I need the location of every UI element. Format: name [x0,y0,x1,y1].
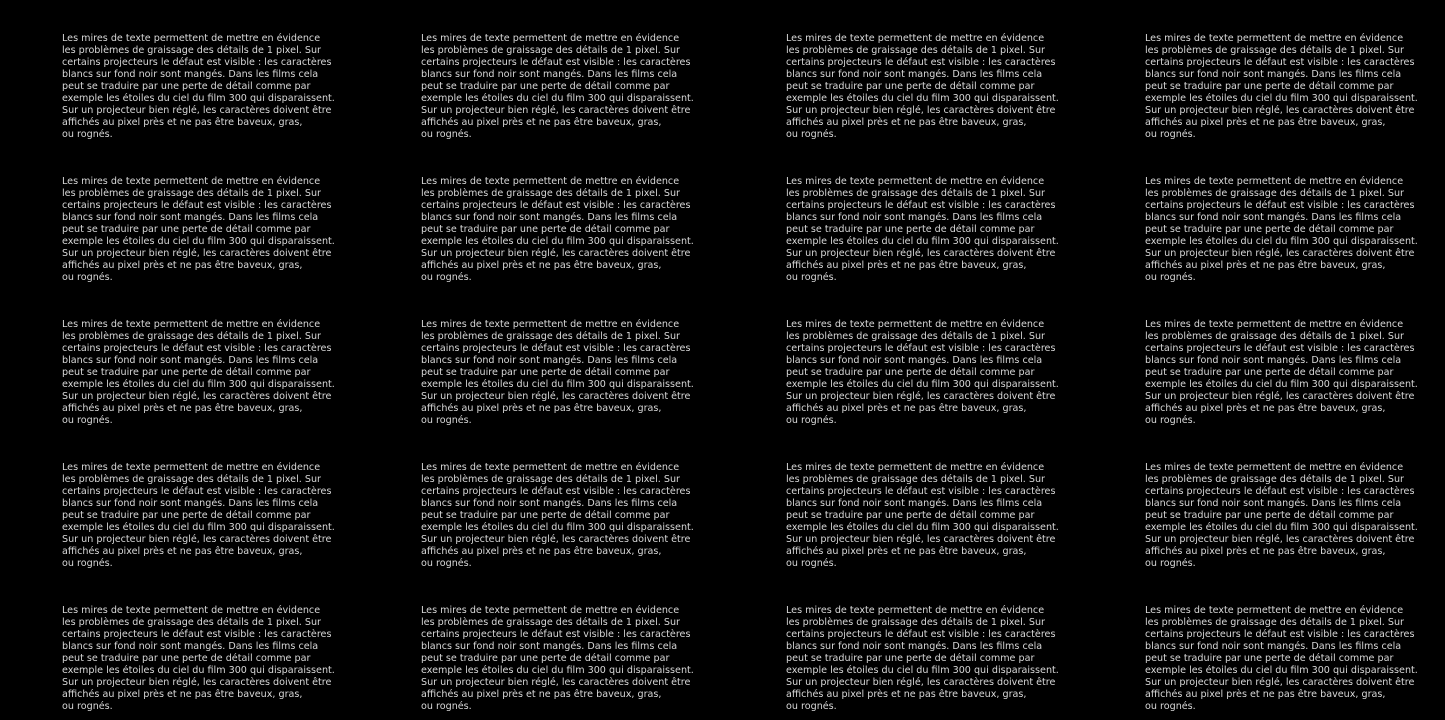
text-pattern-line: ou rognés. [421,415,472,426]
text-pattern-line: peut se traduire par une perte de détail comme par [421,367,670,378]
text-pattern-line: peut se traduire par une perte de détail comme par [62,367,311,378]
text-pattern-line: exemple les étoiles du ciel du film 300 qui disparaissent. [421,93,694,104]
text-pattern-line: les problèmes de graissage des détails de 1 pixel. Sur [62,617,321,628]
text-pattern-line: peut se traduire par une perte de détail comme par [786,510,1035,521]
text-pattern-line: Sur un projecteur bien réglé, les caractères doivent être [786,534,1056,545]
text-pattern-line: les problèmes de graissage des détails de 1 pixel. Sur [1145,474,1404,485]
text-pattern-line: peut se traduire par une perte de détail comme par [1145,224,1394,235]
text-pattern-line: certains projecteurs le défaut est visible : les caractères [62,629,332,640]
text-pattern-line: peut se traduire par une perte de détail comme par [421,81,670,92]
text-pattern-line: blancs sur fond noir sont mangés. Dans les films cela [62,641,319,652]
text-pattern-line: affichés au pixel près et ne pas être baveux, gras, [1145,546,1386,557]
text-pattern-line: ou rognés. [62,558,113,569]
text-pattern-line: blancs sur fond noir sont mangés. Dans les films cela [1145,641,1402,652]
text-pattern-line: ou rognés. [421,701,472,712]
text-pattern-line: blancs sur fond noir sont mangés. Dans les films cela [786,498,1043,509]
text-pattern-line: peut se traduire par une perte de détail comme par [62,224,311,235]
text-pattern-line: certains projecteurs le défaut est visible : les caractères [421,486,691,497]
text-pattern-line: exemple les étoiles du ciel du film 300 qui disparaissent. [1145,93,1418,104]
text-pattern-line: certains projecteurs le défaut est visible : les caractères [786,486,1056,497]
text-pattern-line: blancs sur fond noir sont mangés. Dans les films cela [786,69,1043,80]
text-pattern-line: Sur un projecteur bien réglé, les caractères doivent être [421,391,691,402]
text-pattern-line: certains projecteurs le défaut est visible : les caractères [62,200,332,211]
text-pattern-line: affichés au pixel près et ne pas être baveux, gras, [421,689,662,700]
text-pattern-line: blancs sur fond noir sont mangés. Dans les films cela [786,641,1043,652]
text-pattern-line: exemple les étoiles du ciel du film 300 qui disparaissent. [786,236,1059,247]
text-pattern-line: Sur un projecteur bien réglé, les caractères doivent être [62,391,332,402]
text-pattern-line: exemple les étoiles du ciel du film 300 qui disparaissent. [421,665,694,676]
text-pattern-line: peut se traduire par une perte de détail comme par [421,510,670,521]
text-pattern-line: certains projecteurs le défaut est visible : les caractères [421,629,691,640]
text-pattern-line: Les mires de texte permettent de mettre en évidence [62,462,321,473]
text-pattern-block [1145,33,1445,141]
text-pattern-line: certains projecteurs le défaut est visible : les caractères [421,57,691,68]
text-pattern-line: peut se traduire par une perte de détail comme par [1145,653,1394,664]
text-pattern-line: peut se traduire par une perte de détail comme par [1145,510,1394,521]
text-pattern-line: Les mires de texte permettent de mettre en évidence [786,462,1045,473]
text-pattern-line: les problèmes de graissage des détails de 1 pixel. Sur [1145,617,1404,628]
text-pattern-line: Les mires de texte permettent de mettre en évidence [1145,605,1404,616]
text-pattern-grid [62,0,1418,712]
text-pattern-line: affichés au pixel près et ne pas être baveux, gras, [1145,689,1386,700]
text-pattern-line: Sur un projecteur bien réglé, les caractères doivent être [62,248,332,259]
text-pattern-line: exemple les étoiles du ciel du film 300 qui disparaissent. [62,522,335,533]
text-pattern-line: les problèmes de graissage des détails de 1 pixel. Sur [1145,45,1404,56]
text-pattern-line: Les mires de texte permettent de mettre en évidence [421,605,680,616]
text-pattern-line: peut se traduire par une perte de détail comme par [1145,367,1394,378]
text-pattern-line: certains projecteurs le défaut est visible : les caractères [62,343,332,354]
text-pattern-line: les problèmes de graissage des détails de 1 pixel. Sur [786,331,1045,342]
text-pattern-line: Les mires de texte permettent de mettre en évidence [421,176,680,187]
text-pattern-line: les problèmes de graissage des détails de 1 pixel. Sur [786,617,1045,628]
text-pattern-line: exemple les étoiles du ciel du film 300 qui disparaissent. [62,93,335,104]
text-pattern-line: certains projecteurs le défaut est visible : les caractères [786,629,1056,640]
text-pattern-line: blancs sur fond noir sont mangés. Dans les films cela [786,212,1043,223]
text-pattern-line: blancs sur fond noir sont mangés. Dans les films cela [421,641,678,652]
text-pattern-line: affichés au pixel près et ne pas être baveux, gras, [786,403,1027,414]
text-pattern-line: exemple les étoiles du ciel du film 300 qui disparaissent. [1145,379,1418,390]
text-pattern-line: peut se traduire par une perte de détail comme par [62,81,311,92]
text-pattern-block [786,176,1086,284]
text-pattern-line: affichés au pixel près et ne pas être baveux, gras, [421,260,662,271]
text-pattern-line: affichés au pixel près et ne pas être baveux, gras, [62,689,303,700]
text-pattern-line: Sur un projecteur bien réglé, les caractères doivent être [1145,677,1415,688]
text-pattern-line: Sur un projecteur bien réglé, les caractères doivent être [1145,248,1415,259]
text-pattern-block [1145,319,1445,427]
text-pattern-block [62,319,362,427]
text-pattern-line: certains projecteurs le défaut est visible : les caractères [1145,486,1415,497]
text-pattern-line: certains projecteurs le défaut est visible : les caractères [1145,57,1415,68]
text-pattern-line: Sur un projecteur bien réglé, les caractères doivent être [62,677,332,688]
text-pattern-line: exemple les étoiles du ciel du film 300 qui disparaissent. [421,522,694,533]
text-pattern-line: affichés au pixel près et ne pas être baveux, gras, [786,546,1027,557]
text-pattern-line: blancs sur fond noir sont mangés. Dans les films cela [62,498,319,509]
text-pattern-line: ou rognés. [421,129,472,140]
text-pattern-line: peut se traduire par une perte de détail comme par [421,653,670,664]
text-pattern-line: peut se traduire par une perte de détail comme par [1145,81,1394,92]
text-pattern-line: Sur un projecteur bien réglé, les caractères doivent être [1145,105,1415,116]
text-pattern-line: les problèmes de graissage des détails de 1 pixel. Sur [786,188,1045,199]
text-pattern-line: les problèmes de graissage des détails de 1 pixel. Sur [786,474,1045,485]
text-pattern-line: exemple les étoiles du ciel du film 300 qui disparaissent. [421,236,694,247]
text-pattern-line: exemple les étoiles du ciel du film 300 qui disparaissent. [786,379,1059,390]
text-pattern-line: affichés au pixel près et ne pas être baveux, gras, [786,260,1027,271]
text-pattern-block [1145,605,1445,713]
text-pattern-line: peut se traduire par une perte de détail comme par [786,367,1035,378]
text-pattern-block [786,33,1086,141]
text-pattern-line: Les mires de texte permettent de mettre en évidence [1145,462,1404,473]
text-pattern-line: peut se traduire par une perte de détail comme par [786,224,1035,235]
text-pattern-line: Sur un projecteur bien réglé, les caractères doivent être [62,534,332,545]
text-pattern-line: Les mires de texte permettent de mettre en évidence [421,319,680,330]
text-pattern-line: certains projecteurs le défaut est visible : les caractères [1145,343,1415,354]
text-pattern-line: peut se traduire par une perte de détail comme par [62,653,311,664]
text-pattern-block [786,319,1086,427]
text-pattern-line: Sur un projecteur bien réglé, les caractères doivent être [1145,534,1415,545]
text-pattern-line: peut se traduire par une perte de détail comme par [62,510,311,521]
text-pattern-line: Sur un projecteur bien réglé, les caractères doivent être [62,105,332,116]
text-pattern-line: certains projecteurs le défaut est visible : les caractères [62,486,332,497]
text-pattern-line: Les mires de texte permettent de mettre en évidence [1145,33,1404,44]
text-pattern-line: affichés au pixel près et ne pas être baveux, gras, [1145,260,1386,271]
text-pattern-line: blancs sur fond noir sont mangés. Dans les films cela [62,355,319,366]
text-pattern-line: affichés au pixel près et ne pas être baveux, gras, [421,117,662,128]
text-pattern-line: exemple les étoiles du ciel du film 300 qui disparaissent. [421,379,694,390]
text-pattern-line: ou rognés. [1145,558,1196,569]
text-pattern-line: Les mires de texte permettent de mettre en évidence [62,176,321,187]
text-pattern-line: Sur un projecteur bien réglé, les caractères doivent être [786,677,1056,688]
text-pattern-line: ou rognés. [786,272,837,283]
text-pattern-line: les problèmes de graissage des détails de 1 pixel. Sur [62,331,321,342]
text-pattern-line: affichés au pixel près et ne pas être baveux, gras, [786,689,1027,700]
text-pattern-line: Les mires de texte permettent de mettre en évidence [62,33,321,44]
text-pattern-line: peut se traduire par une perte de détail comme par [786,81,1035,92]
text-pattern-line: les problèmes de graissage des détails de 1 pixel. Sur [421,617,680,628]
text-pattern-line: blancs sur fond noir sont mangés. Dans les films cela [421,212,678,223]
text-pattern-line: les problèmes de graissage des détails de 1 pixel. Sur [421,474,680,485]
text-pattern-line: exemple les étoiles du ciel du film 300 qui disparaissent. [62,665,335,676]
text-pattern-line: Les mires de texte permettent de mettre en évidence [421,33,680,44]
text-pattern-line: certains projecteurs le défaut est visible : les caractères [421,200,691,211]
text-pattern-line: affichés au pixel près et ne pas être baveux, gras, [786,117,1027,128]
text-pattern-line: Les mires de texte permettent de mettre en évidence [62,319,321,330]
text-pattern-line: blancs sur fond noir sont mangés. Dans les films cela [421,355,678,366]
text-pattern-line: ou rognés. [62,129,113,140]
text-pattern-block [786,605,1086,713]
text-pattern-block [421,176,721,284]
text-pattern-line: blancs sur fond noir sont mangés. Dans les films cela [421,498,678,509]
text-pattern-line: blancs sur fond noir sont mangés. Dans les films cela [62,212,319,223]
text-pattern-line: exemple les étoiles du ciel du film 300 qui disparaissent. [786,665,1059,676]
text-pattern-line: Les mires de texte permettent de mettre en évidence [786,176,1045,187]
text-pattern-line: ou rognés. [786,558,837,569]
text-pattern-line: les problèmes de graissage des détails de 1 pixel. Sur [62,474,321,485]
text-pattern-line: certains projecteurs le défaut est visible : les caractères [421,343,691,354]
text-pattern-line: ou rognés. [62,415,113,426]
text-pattern-line: Sur un projecteur bien réglé, les caractères doivent être [786,248,1056,259]
text-pattern-line: Les mires de texte permettent de mettre en évidence [786,319,1045,330]
text-pattern-line: Sur un projecteur bien réglé, les caractères doivent être [421,677,691,688]
text-pattern-line: Les mires de texte permettent de mettre en évidence [1145,176,1404,187]
text-pattern-line: affichés au pixel près et ne pas être baveux, gras, [62,403,303,414]
text-pattern-line: certains projecteurs le défaut est visible : les caractères [786,200,1056,211]
text-pattern-line: Sur un projecteur bien réglé, les caractères doivent être [421,534,691,545]
text-pattern-line: exemple les étoiles du ciel du film 300 qui disparaissent. [1145,236,1418,247]
text-pattern-line: ou rognés. [786,415,837,426]
text-pattern-line: certains projecteurs le défaut est visible : les caractères [1145,200,1415,211]
text-pattern-block [421,319,721,427]
text-pattern-line: ou rognés. [62,272,113,283]
text-pattern-line: ou rognés. [786,129,837,140]
text-pattern-block [62,462,362,570]
text-pattern-line: exemple les étoiles du ciel du film 300 qui disparaissent. [62,379,335,390]
text-pattern-line: Sur un projecteur bien réglé, les caractères doivent être [421,248,691,259]
text-pattern-line: ou rognés. [62,701,113,712]
text-pattern-line: exemple les étoiles du ciel du film 300 qui disparaissent. [1145,522,1418,533]
text-pattern-line: ou rognés. [1145,415,1196,426]
text-pattern-line: Sur un projecteur bien réglé, les caractères doivent être [786,105,1056,116]
text-pattern-line: Les mires de texte permettent de mettre en évidence [1145,319,1404,330]
text-pattern-line: blancs sur fond noir sont mangés. Dans les films cela [786,355,1043,366]
text-pattern-line: certains projecteurs le défaut est visible : les caractères [786,343,1056,354]
text-pattern-line: blancs sur fond noir sont mangés. Dans les films cela [62,69,319,80]
text-pattern-line: les problèmes de graissage des détails de 1 pixel. Sur [62,45,321,56]
text-pattern-line: exemple les étoiles du ciel du film 300 qui disparaissent. [62,236,335,247]
text-pattern-line: les problèmes de graissage des détails de 1 pixel. Sur [786,45,1045,56]
text-pattern-line: affichés au pixel près et ne pas être baveux, gras, [62,260,303,271]
text-pattern-line: ou rognés. [786,701,837,712]
text-pattern-line: blancs sur fond noir sont mangés. Dans les films cela [1145,498,1402,509]
text-pattern-line: Sur un projecteur bien réglé, les caractères doivent être [421,105,691,116]
text-pattern-line: affichés au pixel près et ne pas être baveux, gras, [1145,117,1386,128]
text-pattern-block [62,33,362,141]
text-pattern-line: Les mires de texte permettent de mettre en évidence [786,33,1045,44]
text-pattern-line: ou rognés. [1145,129,1196,140]
text-pattern-block [421,33,721,141]
text-pattern-line: certains projecteurs le défaut est visible : les caractères [1145,629,1415,640]
text-pattern-line: les problèmes de graissage des détails de 1 pixel. Sur [421,45,680,56]
text-pattern-line: affichés au pixel près et ne pas être baveux, gras, [421,546,662,557]
text-pattern-line: Les mires de texte permettent de mettre en évidence [786,605,1045,616]
text-pattern-line: ou rognés. [421,272,472,283]
text-pattern-line: Les mires de texte permettent de mettre en évidence [421,462,680,473]
text-pattern-block [62,176,362,284]
text-pattern-line: ou rognés. [1145,701,1196,712]
text-pattern-line: les problèmes de graissage des détails de 1 pixel. Sur [421,331,680,342]
text-pattern-line: peut se traduire par une perte de détail comme par [421,224,670,235]
text-pattern-line: blancs sur fond noir sont mangés. Dans les films cela [421,69,678,80]
text-pattern-block [1145,462,1445,570]
text-pattern-line: blancs sur fond noir sont mangés. Dans les films cela [1145,69,1402,80]
text-pattern-line: certains projecteurs le défaut est visible : les caractères [786,57,1056,68]
text-pattern-line: Les mires de texte permettent de mettre en évidence [62,605,321,616]
text-pattern-line: les problèmes de graissage des détails de 1 pixel. Sur [1145,331,1404,342]
text-pattern-line: affichés au pixel près et ne pas être baveux, gras, [421,403,662,414]
text-pattern-line: peut se traduire par une perte de détail comme par [786,653,1035,664]
text-pattern-line: exemple les étoiles du ciel du film 300 qui disparaissent. [786,522,1059,533]
text-pattern-block [786,462,1086,570]
text-pattern-line: blancs sur fond noir sont mangés. Dans les films cela [1145,212,1402,223]
text-pattern-block [62,605,362,713]
text-pattern-line: exemple les étoiles du ciel du film 300 qui disparaissent. [1145,665,1418,676]
text-pattern-line: affichés au pixel près et ne pas être baveux, gras, [1145,403,1386,414]
text-pattern-line: certains projecteurs le défaut est visible : les caractères [62,57,332,68]
text-pattern-block [421,605,721,713]
text-pattern-line: exemple les étoiles du ciel du film 300 qui disparaissent. [786,93,1059,104]
text-pattern-line: ou rognés. [1145,272,1196,283]
text-pattern-line: blancs sur fond noir sont mangés. Dans les films cela [1145,355,1402,366]
text-pattern-line: Sur un projecteur bien réglé, les caractères doivent être [786,391,1056,402]
text-pattern-line: les problèmes de graissage des détails de 1 pixel. Sur [1145,188,1404,199]
text-pattern-line: ou rognés. [421,558,472,569]
text-pattern-line: les problèmes de graissage des détails de 1 pixel. Sur [62,188,321,199]
text-pattern-line: affichés au pixel près et ne pas être baveux, gras, [62,117,303,128]
text-pattern-line: les problèmes de graissage des détails de 1 pixel. Sur [421,188,680,199]
text-pattern-line: Sur un projecteur bien réglé, les caractères doivent être [1145,391,1415,402]
text-pattern-line: affichés au pixel près et ne pas être baveux, gras, [62,546,303,557]
text-pattern-block [421,462,721,570]
text-pattern-block [1145,176,1445,284]
